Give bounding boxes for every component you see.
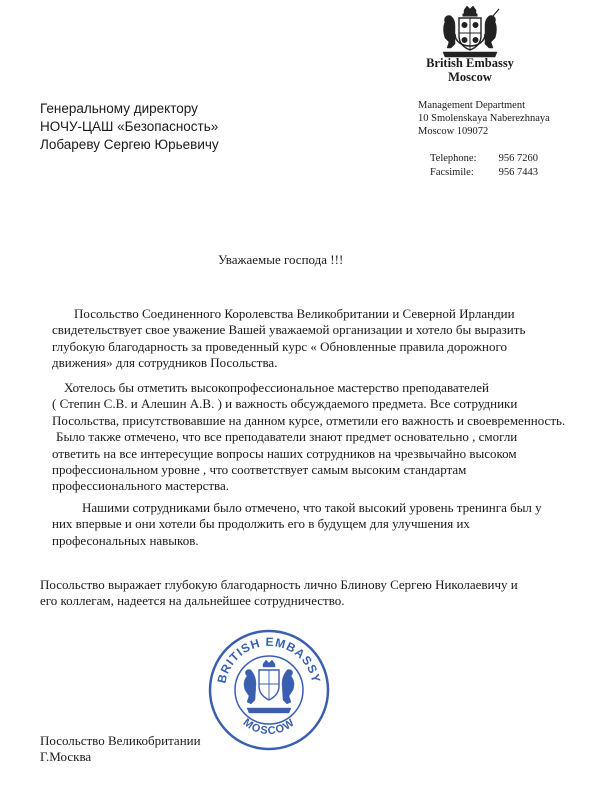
svg-text:MOSCOW bbox=[241, 716, 298, 737]
paragraph-line: профессиональном уровне , что соответствует самым высоким стандартам bbox=[52, 462, 467, 478]
paragraph-line: профессионального мастерства. bbox=[52, 478, 230, 494]
paragraph-line: Хотелось бы отметить высокопрофессиональное мастерство преподавателей bbox=[64, 380, 490, 395]
paragraph-line: Посольства, присутствовавшие на данном курсе, отметили его важность и своевременность. bbox=[52, 412, 566, 428]
signature-line: Посольство Великобритании bbox=[40, 733, 201, 748]
paragraph-training-level bbox=[52, 500, 582, 549]
paragraph-line: професональных навыков. bbox=[52, 532, 199, 548]
contact-block bbox=[430, 152, 538, 180]
paragraph-closing bbox=[40, 577, 570, 610]
embassy-city: Moscow bbox=[448, 70, 492, 84]
paragraph-line: ( Степин С.В. и Алешин А.В. ) и важность обсуждаемого предмета. Все сотрудники bbox=[52, 396, 518, 412]
paragraph-line: Посольство Соединенного Королевства Великобритании и Северной Ирландии bbox=[74, 306, 515, 321]
recipient-line: Генеральному директору bbox=[40, 101, 198, 116]
telephone-label: Telephone: bbox=[430, 153, 477, 164]
paragraph-line: Посольство выражает глубокую благодарность лично Блинову Сергею Николаевичу и bbox=[40, 577, 518, 592]
embassy-name: British Embassy bbox=[426, 56, 514, 70]
stamp-crest-icon bbox=[244, 660, 294, 713]
signature-block bbox=[40, 733, 201, 766]
department-city: Moscow 109072 bbox=[418, 125, 489, 137]
paragraph-line: Было также отмечено, что все преподаватели знают предмет основательно , смогли bbox=[56, 429, 518, 445]
facsimile-value: 956 7443 bbox=[498, 167, 538, 178]
paragraph-line: движения» для сотрудников Посольства. bbox=[52, 355, 278, 371]
paragraph-instructors bbox=[52, 380, 582, 495]
telephone-row bbox=[430, 152, 538, 166]
paragraph-line: свидетельствует свое уважение Вашей уважаемой организации и хотело бы выразить bbox=[52, 322, 526, 338]
paragraph-line: них впервые и они хотели бы продолжить его в будущем для улучшения их bbox=[52, 516, 470, 532]
stamp-top-text: BRITISH EMBASSY bbox=[214, 634, 324, 685]
telephone-value: 956 7260 bbox=[498, 153, 538, 164]
royal-coat-of-arms-logo bbox=[437, 4, 503, 60]
recipient-line: НОЧУ-ЦАШ «Безопасность» bbox=[40, 119, 219, 134]
department-name: Management Department bbox=[418, 100, 525, 111]
embassy-name-header bbox=[395, 56, 545, 84]
department-street: 10 Smolenskaya Naberezhnaya bbox=[418, 112, 550, 124]
recipient-line: Лобареву Сергею Юрьевичу bbox=[40, 137, 219, 152]
recipient-block bbox=[40, 100, 219, 154]
department-address bbox=[418, 100, 550, 138]
facsimile-row bbox=[430, 166, 538, 180]
stamp-bottom-text: MOSCOW bbox=[240, 716, 298, 738]
facsimile-label: Facsimile: bbox=[430, 167, 474, 178]
paragraph-line: Нашими сотрудниками было отмечено, что такой высокий уровень тренинга был у bbox=[82, 500, 542, 515]
paragraph-line: его коллегам, надеется на дальнейшее сотрудничество. bbox=[40, 593, 345, 609]
embassy-stamp bbox=[207, 628, 331, 752]
paragraph-line: глубокую благодарность за проведенный курс « Обновленные правила дорожного bbox=[52, 338, 508, 354]
paragraph-line: ответить на все интересущие вопросы наших сотрудников на чрезвычайно высоком bbox=[52, 445, 517, 461]
paragraph-gratitude bbox=[52, 306, 582, 372]
greeting: Уважаемые господа !!! bbox=[218, 252, 344, 267]
signature-line: Г.Москва bbox=[40, 749, 92, 765]
